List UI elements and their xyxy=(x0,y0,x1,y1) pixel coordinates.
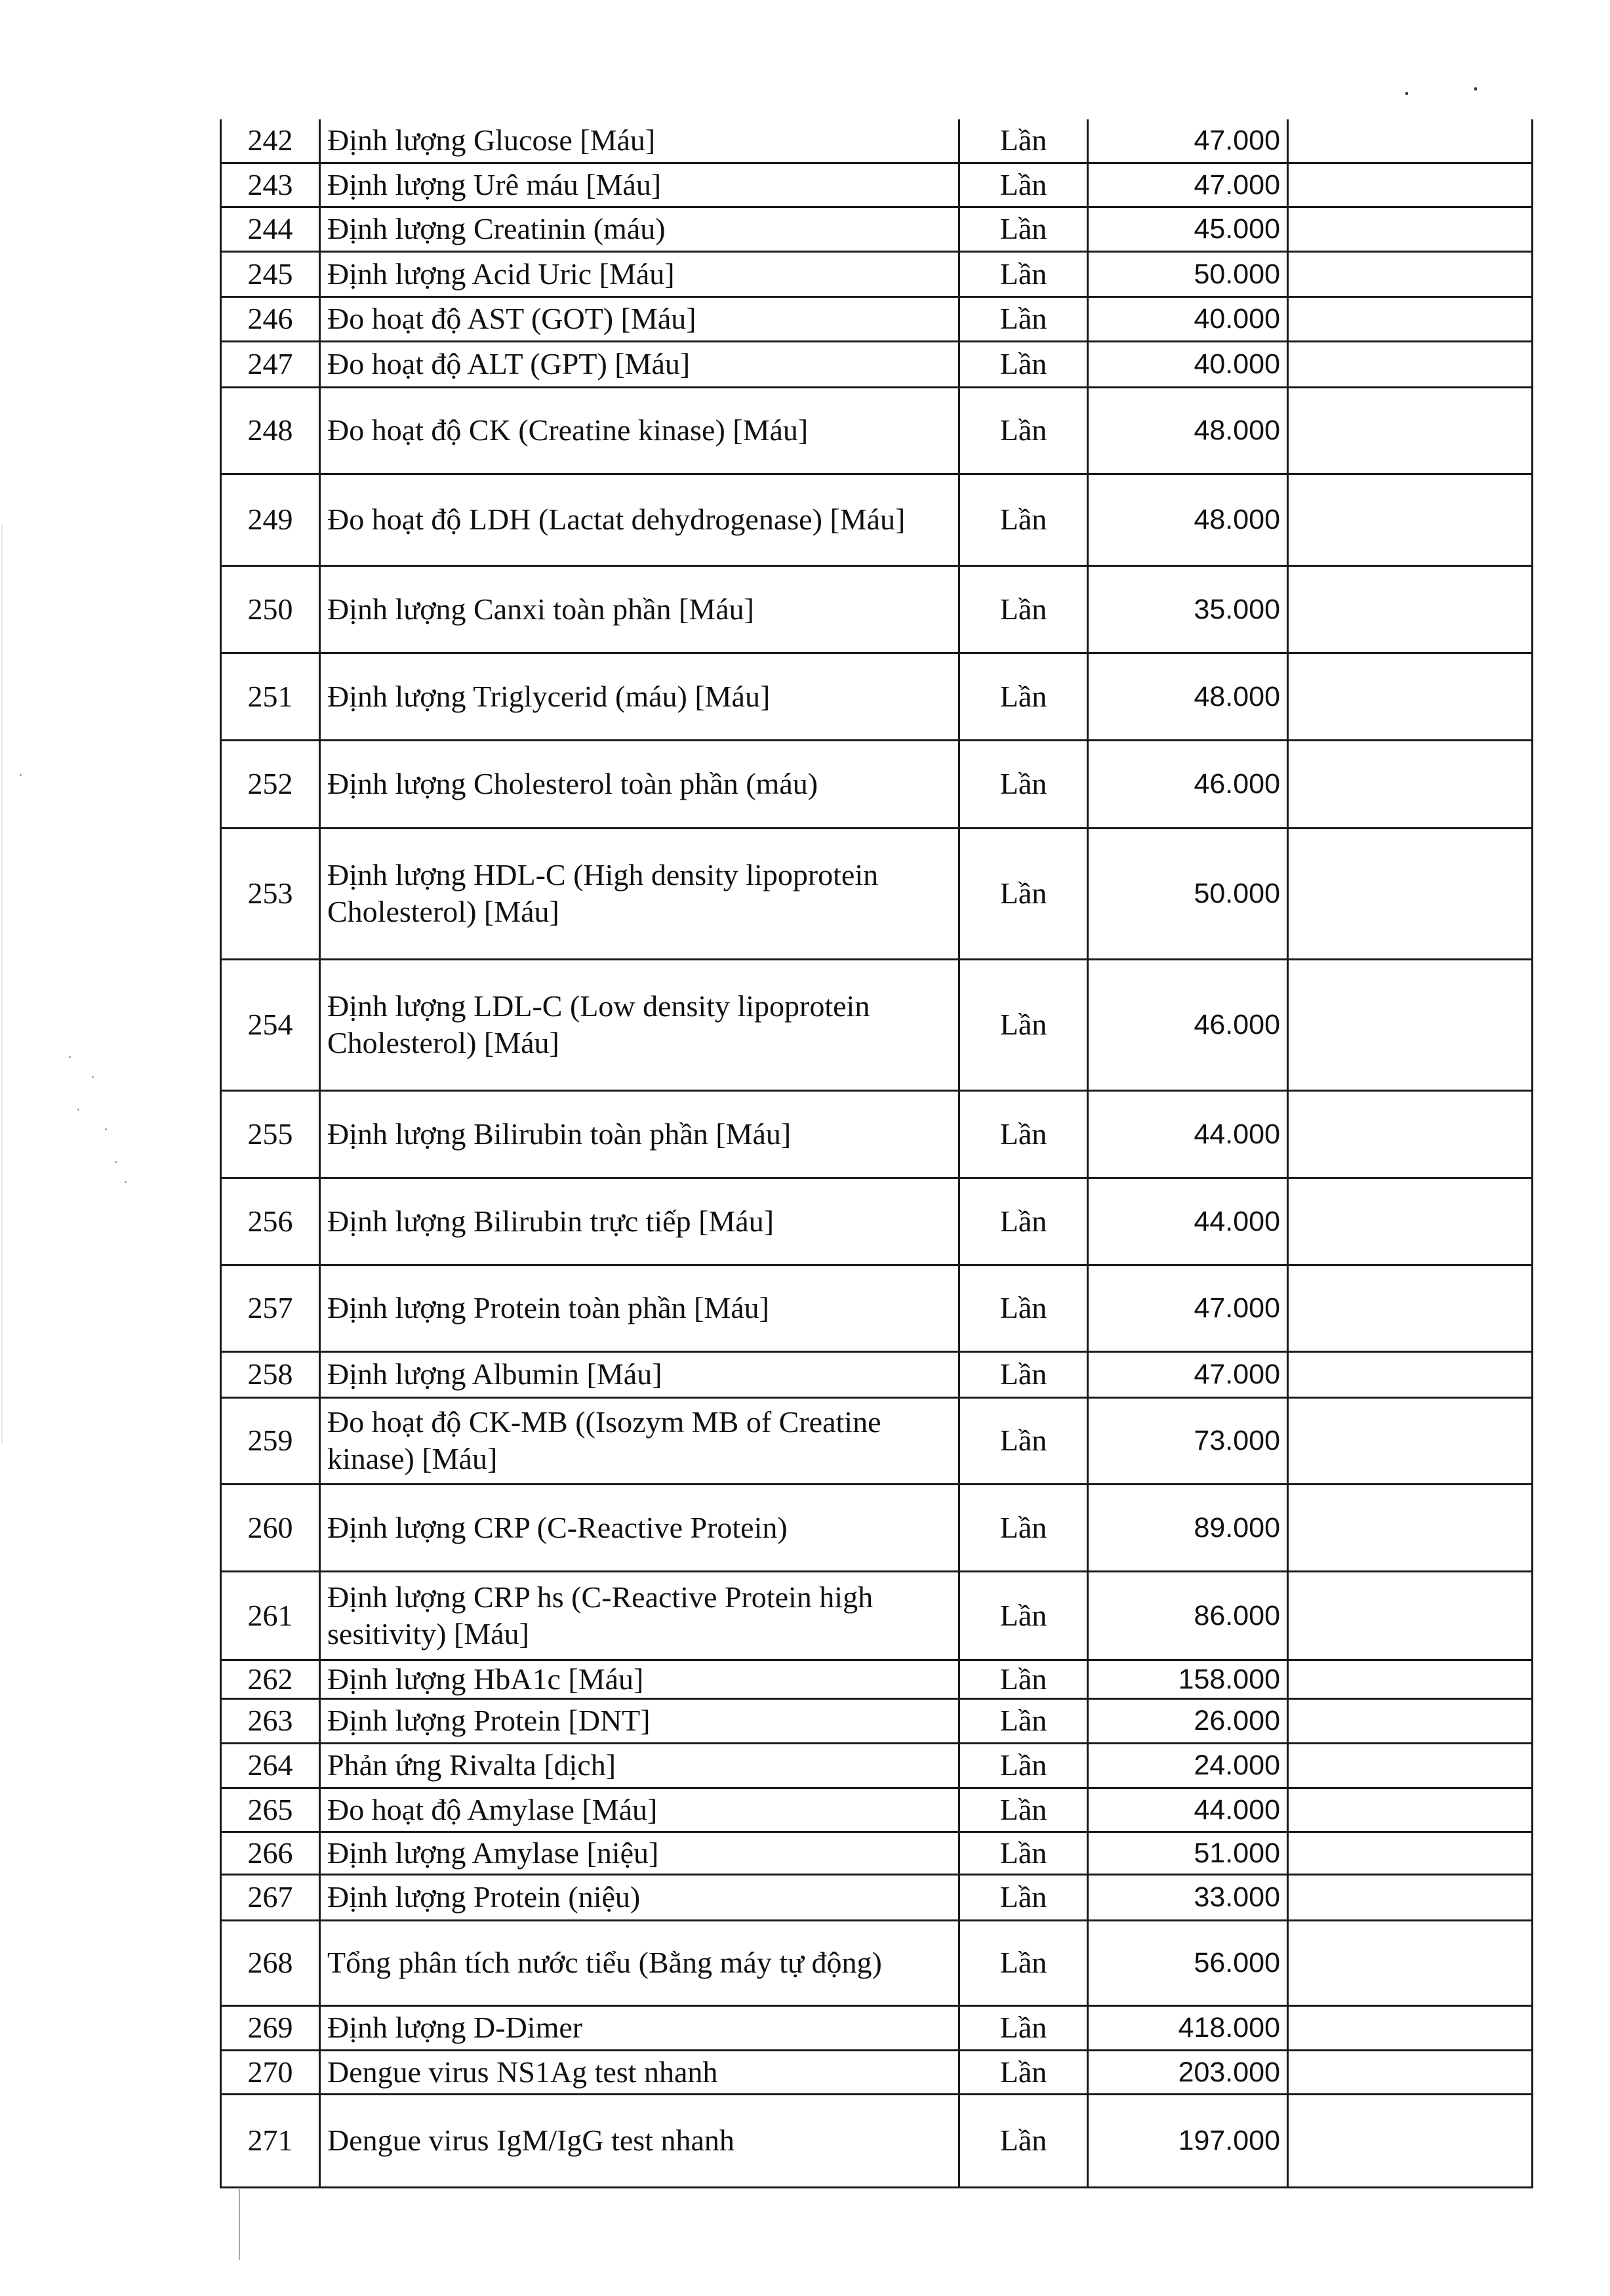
note xyxy=(1288,1660,1533,1698)
note xyxy=(1288,1788,1533,1832)
price: 46.000 xyxy=(1088,959,1288,1090)
scan-artifact xyxy=(92,1076,94,1078)
price: 47.000 xyxy=(1088,119,1288,163)
note xyxy=(1288,828,1533,959)
table-row xyxy=(221,387,1533,474)
unit: Lần xyxy=(959,2005,1088,2050)
price: 48.000 xyxy=(1088,387,1288,474)
service-name: Định lượng Urê máu [Máu] xyxy=(320,163,959,207)
row-number: 249 xyxy=(221,474,320,565)
note xyxy=(1288,251,1533,297)
price: 197.000 xyxy=(1088,2094,1288,2187)
unit: Lần xyxy=(959,251,1088,297)
service-name: Định lượng Acid Uric [Máu] xyxy=(320,251,959,297)
unit: Lần xyxy=(959,207,1088,251)
price: 46.000 xyxy=(1088,740,1288,828)
unit: Lần xyxy=(959,1788,1088,1832)
table-row xyxy=(221,1788,1533,1832)
service-name: Định lượng Canxi toàn phần [Máu] xyxy=(320,565,959,653)
table-row xyxy=(221,1571,1533,1660)
table-row xyxy=(221,740,1533,828)
note xyxy=(1288,1265,1533,1351)
service-name: Định lượng Creatinin (máu) xyxy=(320,207,959,251)
price: 44.000 xyxy=(1088,1788,1288,1832)
price: 26.000 xyxy=(1088,1698,1288,1743)
row-number: 256 xyxy=(221,1178,320,1265)
row-number: 269 xyxy=(221,2005,320,2050)
scan-artifact xyxy=(115,1161,117,1163)
table-row xyxy=(221,341,1533,387)
note xyxy=(1288,959,1533,1090)
note xyxy=(1288,740,1533,828)
price: 56.000 xyxy=(1088,1920,1288,2005)
price: 33.000 xyxy=(1088,1874,1288,1920)
table-row xyxy=(221,119,1533,163)
note xyxy=(1288,1351,1533,1397)
scan-artifact xyxy=(1405,92,1408,95)
scan-artifact xyxy=(125,1181,127,1183)
unit: Lần xyxy=(959,1178,1088,1265)
unit: Lần xyxy=(959,297,1088,341)
unit: Lần xyxy=(959,1698,1088,1743)
service-name: Dengue virus NS1Ag test nhanh xyxy=(320,2050,959,2094)
note xyxy=(1288,1397,1533,1484)
row-number: 242 xyxy=(221,119,320,163)
row-number: 268 xyxy=(221,1920,320,2005)
service-name: Đo hoạt độ ALT (GPT) [Máu] xyxy=(320,341,959,387)
row-number: 243 xyxy=(221,163,320,207)
unit: Lần xyxy=(959,1920,1088,2005)
unit: Lần xyxy=(959,653,1088,740)
table-row xyxy=(221,1920,1533,2005)
service-name: Định lượng CRP hs (C-Reactive Protein high sesitivity) [Máu] xyxy=(320,1571,959,1660)
unit: Lần xyxy=(959,2050,1088,2094)
unit: Lần xyxy=(959,2094,1088,2187)
note xyxy=(1288,2094,1533,2187)
row-number: 264 xyxy=(221,1743,320,1788)
note xyxy=(1288,207,1533,251)
unit: Lần xyxy=(959,474,1088,565)
note xyxy=(1288,387,1533,474)
price: 51.000 xyxy=(1088,1832,1288,1874)
note xyxy=(1288,653,1533,740)
table-row xyxy=(221,828,1533,959)
row-number: 247 xyxy=(221,341,320,387)
row-number: 252 xyxy=(221,740,320,828)
price: 50.000 xyxy=(1088,828,1288,959)
price: 47.000 xyxy=(1088,1265,1288,1351)
row-number: 255 xyxy=(221,1090,320,1178)
service-name: Định lượng LDL-C (Low density lipoprotein Cholesterol) [Máu] xyxy=(320,959,959,1090)
table-row xyxy=(221,251,1533,297)
price: 158.000 xyxy=(1088,1660,1288,1698)
note xyxy=(1288,1743,1533,1788)
note xyxy=(1288,1832,1533,1874)
unit: Lần xyxy=(959,740,1088,828)
scan-edge xyxy=(1,525,3,1443)
scan-artifact xyxy=(105,1128,107,1130)
unit: Lần xyxy=(959,163,1088,207)
table-body xyxy=(221,119,1533,2187)
row-number: 254 xyxy=(221,959,320,1090)
unit: Lần xyxy=(959,1351,1088,1397)
note xyxy=(1288,297,1533,341)
table-row xyxy=(221,2050,1533,2094)
service-name: Định lượng D-Dimer xyxy=(320,2005,959,2050)
table-row xyxy=(221,1178,1533,1265)
unit: Lần xyxy=(959,387,1088,474)
table-row xyxy=(221,1351,1533,1397)
note xyxy=(1288,1090,1533,1178)
row-number: 251 xyxy=(221,653,320,740)
price: 44.000 xyxy=(1088,1090,1288,1178)
table-row xyxy=(221,959,1533,1090)
note xyxy=(1288,1571,1533,1660)
row-number: 248 xyxy=(221,387,320,474)
service-name: Định lượng Triglycerid (máu) [Máu] xyxy=(320,653,959,740)
note xyxy=(1288,1920,1533,2005)
price: 203.000 xyxy=(1088,2050,1288,2094)
service-name: Định lượng Bilirubin trực tiếp [Máu] xyxy=(320,1178,959,1265)
table-row xyxy=(221,207,1533,251)
table-row xyxy=(221,1090,1533,1178)
unit: Lần xyxy=(959,565,1088,653)
row-number: 271 xyxy=(221,2094,320,2187)
service-name: Tổng phân tích nước tiểu (Bằng máy tự động) xyxy=(320,1920,959,2005)
row-number: 250 xyxy=(221,565,320,653)
table-row xyxy=(221,565,1533,653)
unit: Lần xyxy=(959,1484,1088,1571)
row-number: 265 xyxy=(221,1788,320,1832)
service-name: Định lượng HDL-C (High density lipoprotein Cholesterol) [Máu] xyxy=(320,828,959,959)
service-name: Dengue virus IgM/IgG test nhanh xyxy=(320,2094,959,2187)
price: 24.000 xyxy=(1088,1743,1288,1788)
unit: Lần xyxy=(959,1660,1088,1698)
service-name: Định lượng Protein toàn phần [Máu] xyxy=(320,1265,959,1351)
service-name: Định lượng CRP (C-Reactive Protein) xyxy=(320,1484,959,1571)
note xyxy=(1288,2050,1533,2094)
service-name: Định lượng Protein [DNT] xyxy=(320,1698,959,1743)
row-number: 259 xyxy=(221,1397,320,1484)
table-row xyxy=(221,1265,1533,1351)
note xyxy=(1288,474,1533,565)
price: 418.000 xyxy=(1088,2005,1288,2050)
scan-artifact xyxy=(77,1109,79,1111)
table-row xyxy=(221,474,1533,565)
row-number: 262 xyxy=(221,1660,320,1698)
price: 89.000 xyxy=(1088,1484,1288,1571)
table-row xyxy=(221,2005,1533,2050)
price: 73.000 xyxy=(1088,1397,1288,1484)
row-number: 267 xyxy=(221,1874,320,1920)
table-row xyxy=(221,1874,1533,1920)
price: 44.000 xyxy=(1088,1178,1288,1265)
service-price-table xyxy=(220,119,1533,2188)
service-name: Đo hoạt độ AST (GOT) [Máu] xyxy=(320,297,959,341)
note xyxy=(1288,119,1533,163)
price: 50.000 xyxy=(1088,251,1288,297)
row-number: 260 xyxy=(221,1484,320,1571)
row-number: 244 xyxy=(221,207,320,251)
table-row xyxy=(221,1698,1533,1743)
price: 40.000 xyxy=(1088,297,1288,341)
scan-artifact xyxy=(20,774,22,776)
table-row xyxy=(221,1832,1533,1874)
table-row xyxy=(221,653,1533,740)
service-name: Phản ứng Rivalta [dịch] xyxy=(320,1743,959,1788)
row-number: 258 xyxy=(221,1351,320,1397)
service-name: Đo hoạt độ LDH (Lactat dehydrogenase) [Máu] xyxy=(320,474,959,565)
unit: Lần xyxy=(959,1571,1088,1660)
table-row xyxy=(221,1660,1533,1698)
service-name: Định lượng Amylase [niệu] xyxy=(320,1832,959,1874)
service-name: Đo hoạt độ Amylase [Máu] xyxy=(320,1788,959,1832)
service-name: Định lượng Cholesterol toàn phần (máu) xyxy=(320,740,959,828)
note xyxy=(1288,163,1533,207)
service-name: Đo hoạt độ CK-MB ((Isozym MB of Creatine kinase) [Máu] xyxy=(320,1397,959,1484)
note xyxy=(1288,1698,1533,1743)
table-row xyxy=(221,1397,1533,1484)
note xyxy=(1288,1484,1533,1571)
row-number: 266 xyxy=(221,1832,320,1874)
price: 86.000 xyxy=(1088,1571,1288,1660)
price: 35.000 xyxy=(1088,565,1288,653)
note xyxy=(1288,565,1533,653)
row-number: 257 xyxy=(221,1265,320,1351)
price: 48.000 xyxy=(1088,474,1288,565)
unit: Lần xyxy=(959,1397,1088,1484)
unit: Lần xyxy=(959,119,1088,163)
row-number: 245 xyxy=(221,251,320,297)
price: 48.000 xyxy=(1088,653,1288,740)
price: 45.000 xyxy=(1088,207,1288,251)
service-name: Đo hoạt độ CK (Creatine kinase) [Máu] xyxy=(320,387,959,474)
table-row xyxy=(221,2094,1533,2187)
note xyxy=(1288,1178,1533,1265)
service-name: Định lượng Protein (niệu) xyxy=(320,1874,959,1920)
scan-artifact xyxy=(239,2188,240,2260)
row-number: 253 xyxy=(221,828,320,959)
unit: Lần xyxy=(959,1874,1088,1920)
price: 47.000 xyxy=(1088,1351,1288,1397)
price: 47.000 xyxy=(1088,163,1288,207)
row-number: 246 xyxy=(221,297,320,341)
price: 40.000 xyxy=(1088,341,1288,387)
unit: Lần xyxy=(959,1832,1088,1874)
service-name: Định lượng HbA1c [Máu] xyxy=(320,1660,959,1698)
table-row xyxy=(221,297,1533,341)
service-name: Định lượng Albumin [Máu] xyxy=(320,1351,959,1397)
unit: Lần xyxy=(959,1743,1088,1788)
row-number: 270 xyxy=(221,2050,320,2094)
scan-artifact xyxy=(1474,87,1477,91)
table-row xyxy=(221,163,1533,207)
unit: Lần xyxy=(959,828,1088,959)
unit: Lần xyxy=(959,959,1088,1090)
row-number: 261 xyxy=(221,1571,320,1660)
note xyxy=(1288,341,1533,387)
unit: Lần xyxy=(959,1090,1088,1178)
row-number: 263 xyxy=(221,1698,320,1743)
table-row xyxy=(221,1743,1533,1788)
scan-artifact xyxy=(69,1056,71,1058)
unit: Lần xyxy=(959,1265,1088,1351)
table-row xyxy=(221,1484,1533,1571)
service-name: Định lượng Bilirubin toàn phần [Máu] xyxy=(320,1090,959,1178)
note xyxy=(1288,2005,1533,2050)
service-name: Định lượng Glucose [Máu] xyxy=(320,119,959,163)
unit: Lần xyxy=(959,341,1088,387)
note xyxy=(1288,1874,1533,1920)
